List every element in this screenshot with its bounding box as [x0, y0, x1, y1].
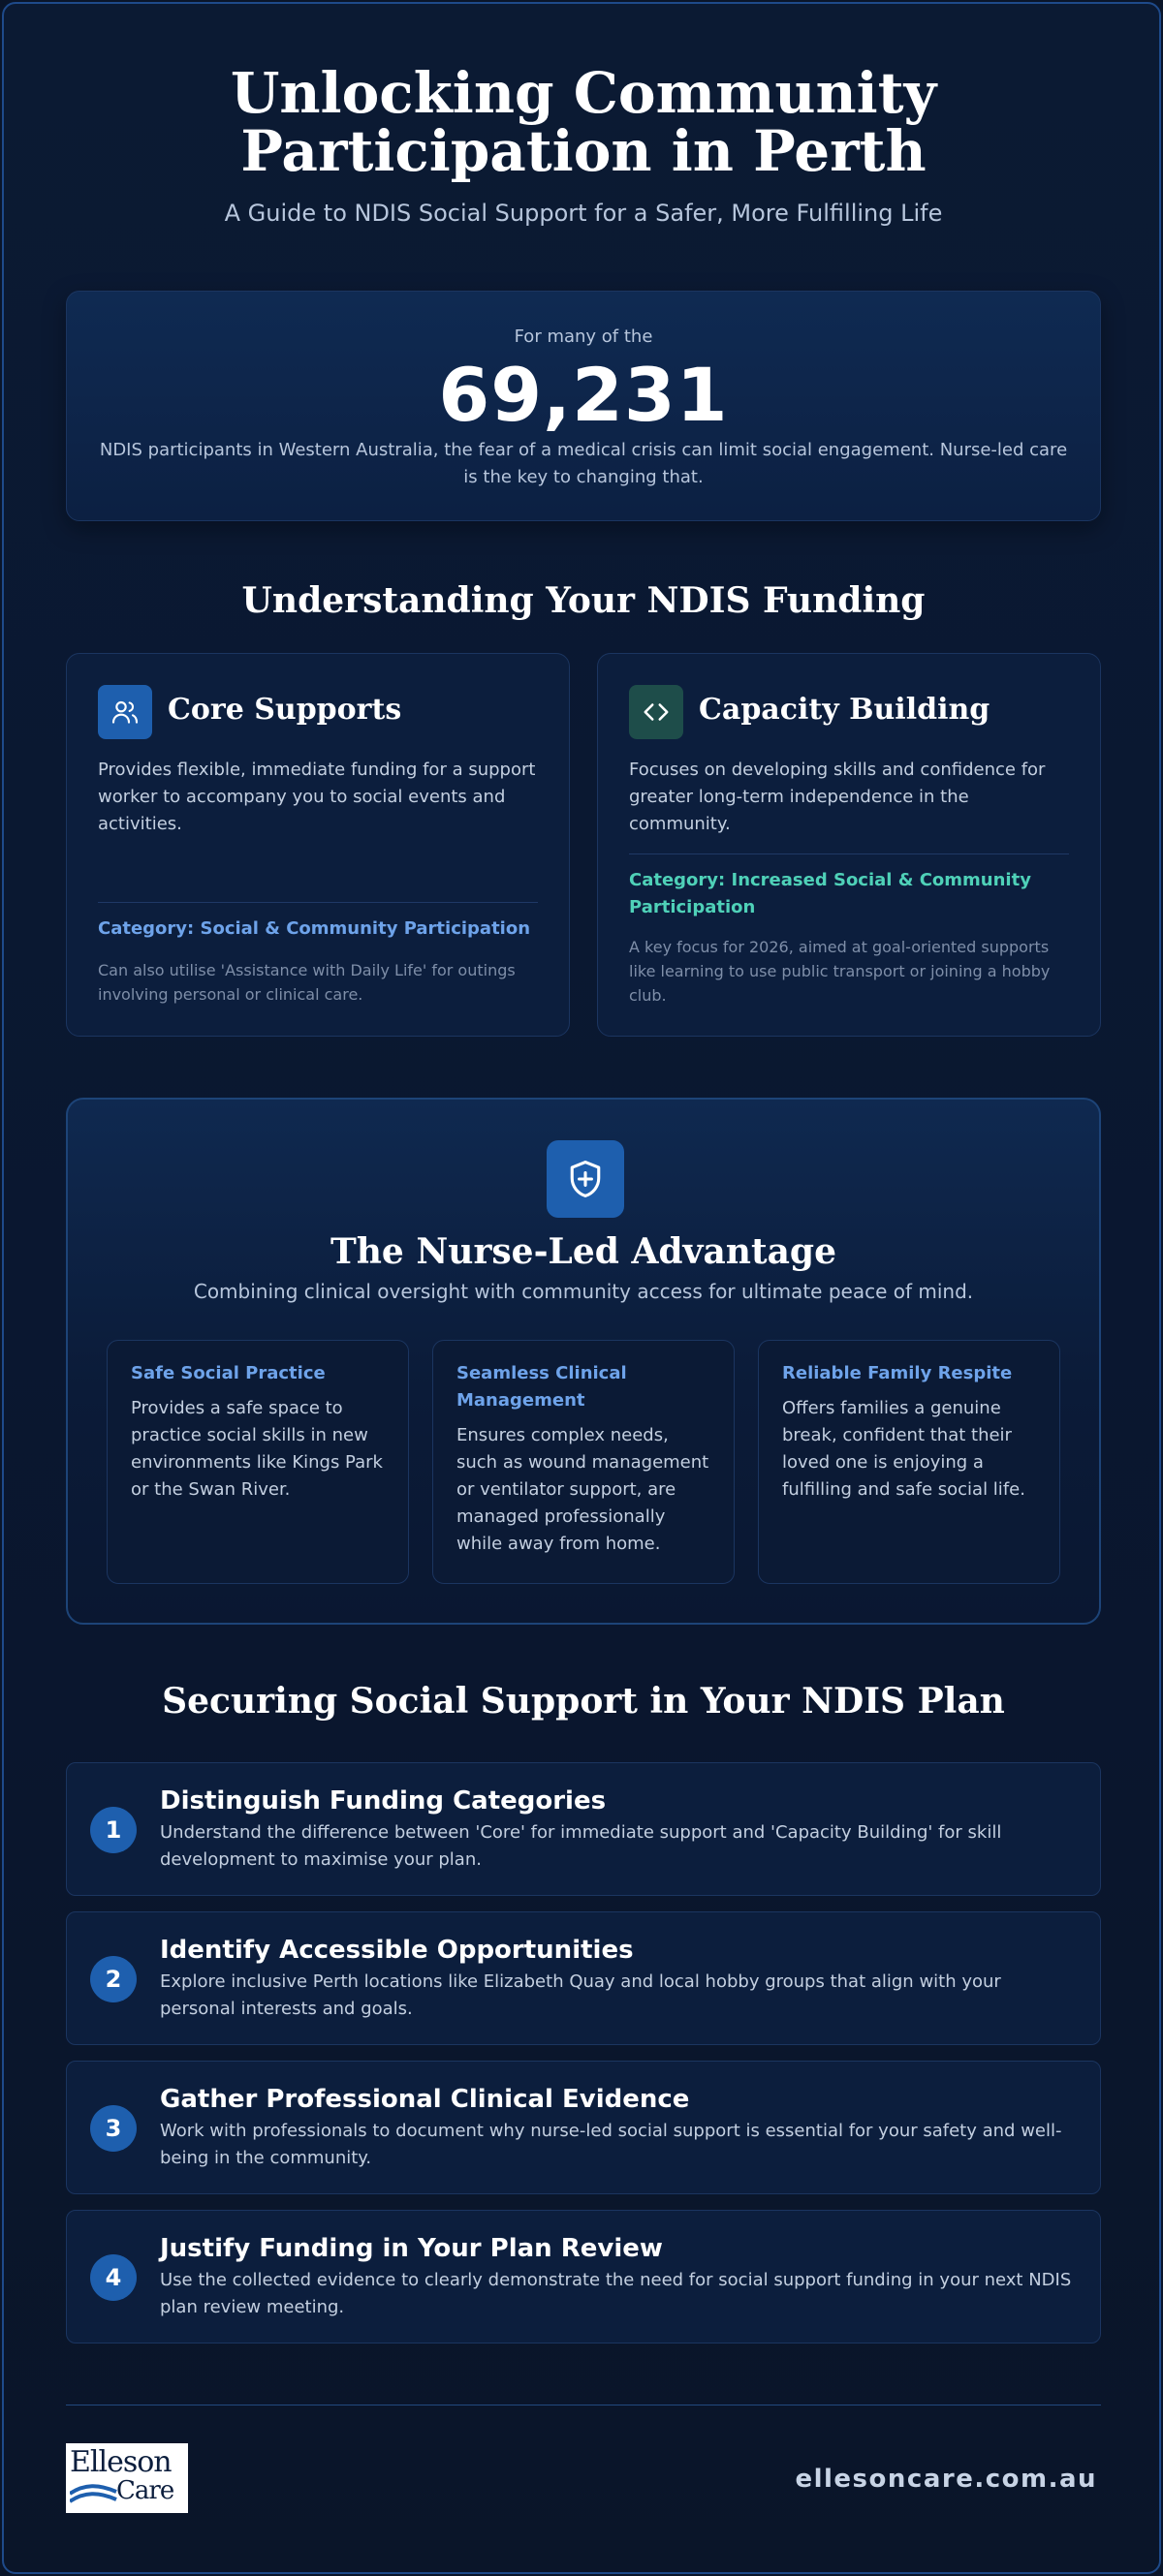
core-supports-note: Can also utilise 'Assistance with Daily Life' for outings involving personal or clinical care.: [98, 961, 516, 1004]
card-heading: Safe Social Practice: [131, 1363, 326, 1383]
shield-plus-icon: [547, 1140, 624, 1218]
code-icon: [629, 685, 683, 739]
card-text: Ensures complex needs, such as wound management or ventilator support, are managed professionally while away from home.: [456, 1425, 709, 1554]
reliable-family-respite-card: [758, 1340, 1060, 1584]
core-supports-category: Category: Social & Community Participation: [98, 918, 531, 939]
step-item: [66, 1911, 1101, 2045]
capacity-building-card: [597, 653, 1101, 1037]
infographic: [2, 2, 1161, 2574]
step-heading: Gather Professional Clinical Evidence: [160, 2085, 690, 2114]
step-text: Work with professionals to document why nurse-led social support is essential for your safety and well-being in the community.: [160, 2121, 1062, 2168]
step-item: [66, 2210, 1101, 2343]
page-title: [4, 60, 1161, 184]
elleson-care-logo[interactable]: [66, 2443, 188, 2513]
capacity-building-category: Category: Increased Social & Community Participation: [629, 870, 1031, 917]
card-text: Provides a safe space to practice social skills in new environments like Kings Park or the Swan River.: [131, 1398, 383, 1500]
safe-social-practice-card: [107, 1340, 409, 1584]
capacity-building-title: Capacity Building: [699, 693, 990, 727]
users-icon: [98, 685, 152, 739]
core-supports-description: Provides flexible, immediate funding for a support worker to accompany you to social events and activities.: [98, 760, 536, 834]
nurse-led-section: [66, 1098, 1101, 1625]
nurse-led-title: The Nurse-Led Advantage: [330, 1231, 837, 1272]
wave-icon: [70, 2480, 128, 2509]
logo-word-elleson: Elleson: [70, 2445, 172, 2479]
nurse-led-subtitle: Combining clinical oversight with community access for ultimate peace of mind.: [193, 1280, 974, 1303]
step-heading: Justify Funding in Your Plan Review: [160, 2234, 663, 2263]
step-number: 2: [90, 1956, 137, 2002]
steps-section-title: Securing Social Support in Your NDIS Plan: [162, 1681, 1005, 1722]
card-heading: Seamless Clinical Management: [456, 1363, 627, 1411]
step-number: 1: [90, 1807, 137, 1853]
divider: [629, 853, 1069, 854]
stat-card: [66, 291, 1101, 521]
title-line-2: Participation in Perth: [240, 118, 927, 184]
page-subtitle: A Guide to NDIS Social Support for a Safer, More Fulfilling Life: [224, 200, 943, 227]
step-item: [66, 2061, 1101, 2194]
step-heading: Identify Accessible Opportunities: [160, 1936, 634, 1965]
step-text: Use the collected evidence to clearly demonstrate the need for social support funding in your next NDIS plan review meeting.: [160, 2270, 1072, 2317]
logo-word-care: Care: [116, 2476, 174, 2505]
seamless-clinical-management-card: [432, 1340, 735, 1584]
divider: [98, 902, 538, 903]
stat-number: 69,231: [438, 352, 729, 438]
card-heading: Reliable Family Respite: [782, 1363, 1013, 1383]
capacity-building-note: A key focus for 2026, aimed at goal-oriented supports like learning to use public transport or joining a hobby club.: [629, 938, 1051, 1005]
title-line-1: Unlocking Community: [230, 60, 937, 126]
step-number: 4: [90, 2254, 137, 2301]
stat-intro: For many of the: [514, 326, 653, 347]
stat-description: NDIS participants in Western Australia, the fear of a medical crisis can limit social engagement. Nurse-led care is the key to changing that.: [99, 440, 1068, 487]
card-text: Offers families a genuine break, confident that their loved one is enjoying a fulfilling and safe social life.: [782, 1398, 1025, 1500]
capacity-building-description: Focuses on developing skills and confidence for greater long-term independence in the community.: [629, 760, 1046, 834]
step-heading: Distinguish Funding Categories: [160, 1786, 607, 1816]
funding-section-title: Understanding Your NDIS Funding: [241, 580, 926, 621]
step-text: Explore inclusive Perth locations like Elizabeth Quay and local hobby groups that align with your personal interests and goals.: [160, 1971, 1001, 2019]
step-item: [66, 1762, 1101, 1896]
step-number: 3: [90, 2105, 137, 2152]
core-supports-card: [66, 653, 570, 1037]
website-link[interactable]: ellesoncare.com.au: [795, 2465, 1097, 2494]
step-text: Understand the difference between 'Core' for immediate support and 'Capacity Building' for skill development to maximise your plan.: [160, 1822, 1002, 1870]
core-supports-title: Core Supports: [168, 693, 402, 727]
